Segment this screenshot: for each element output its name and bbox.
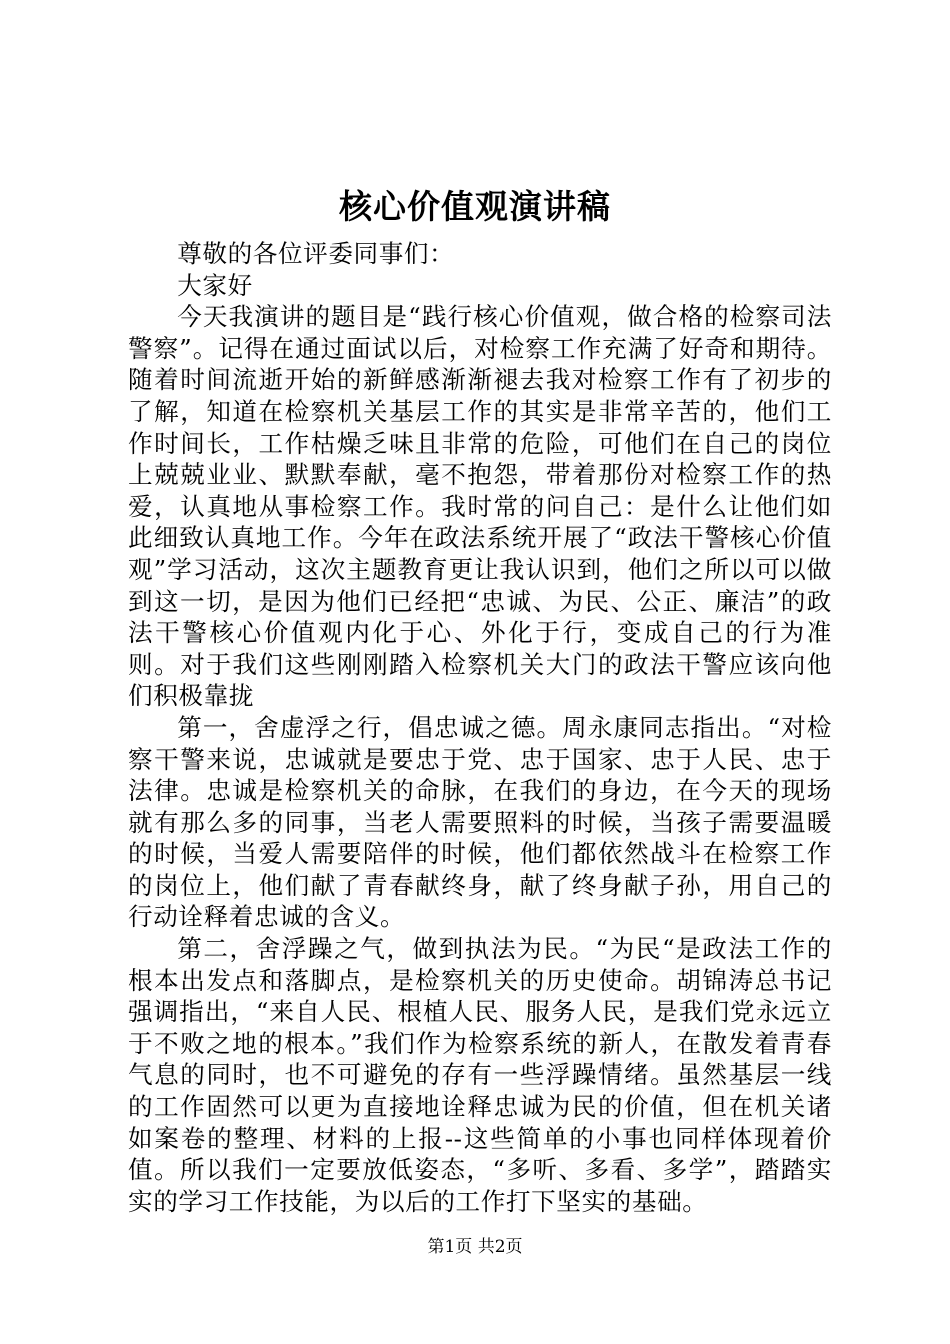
document-title: 核心价值观演讲稿 (339, 187, 611, 226)
paragraph-intro: 今天我演讲的题目是“践行核心价值观，做合格的检察司法警察”。记得在通过面试以后，对检察工作充满了好奇和期待。随着时间流逝开始的新鲜感渐渐褪去我对检察工作有了初步的了解，知道在检察机关基层工作的其实是非常辛苦的，他们工作时间长，工作枯燥乏味且非常的危险，可他们在自己的岗位上兢兢业业、默默奉献，毫不抱怨，带着那份对检察工作的热爱，认真地从事检察工作。我时常的问自己：是什么让他们如此细致认真地工作。今年在政法系统开展了“政法干警核心价值观”学习活动，这次主题教育更让我认识到，他们之所以可以做到这一切，是因为他们已经把“忠诚、为民、公正、廉洁”的政法干警核心价值观内化于心、外化于行，变成自己的行为准则。对于我们这些刚刚踏入检察机关大门的政法干警应该向他们积极靠拢 (128, 302, 832, 711)
paragraph-first-point: 第一，舍虚浮之行，倡忠诚之德。周永康同志指出。“对检察干警来说，忠诚就是要忠于党、忠于国家、忠于人民、忠于法律。忠诚是检察机关的命脉，在我们的身边，在今天的现场就有那么多的同事，当老人需要照料的时候，当孩子需要温暖的时候，当爱人需要陪伴的时候，他们都依然战斗在检察工作的岗位上，他们献了青春献终身，献了终身献子孙，用自己的行动诠释着忠诚的含义。 (128, 712, 832, 932)
page-footer: 第1页 共2页 (427, 1237, 523, 1257)
paragraph-second-point: 第二，舍浮躁之气，做到执法为民。“为民“是政法工作的根本出发点和落脚点，是检察机关的历史使命。胡锦涛总书记强调指出，“来自人民、根植人民、服务人民，是我们党永远立于不败之地的根本。”我们作为检察系统的新人，在散发着青春气息的同时，也不可避免的存有一些浮躁情绪。虽然基层一线的工作固然可以更为直接地诠释忠诚为民的价值，但在机关诸如案卷的整理、材料的上报--这些简单的小事也同样体现着价值。所以我们一定要放低姿态，“多听、多看、多学”，踏踏实实的学习工作技能，为以后的工作打下坚实的基础。 (128, 934, 832, 1216)
salutation: 尊敬的各位评委同事们： (177, 239, 455, 268)
greeting: 大家好 (177, 270, 253, 300)
document-body (128, 238, 832, 1217)
